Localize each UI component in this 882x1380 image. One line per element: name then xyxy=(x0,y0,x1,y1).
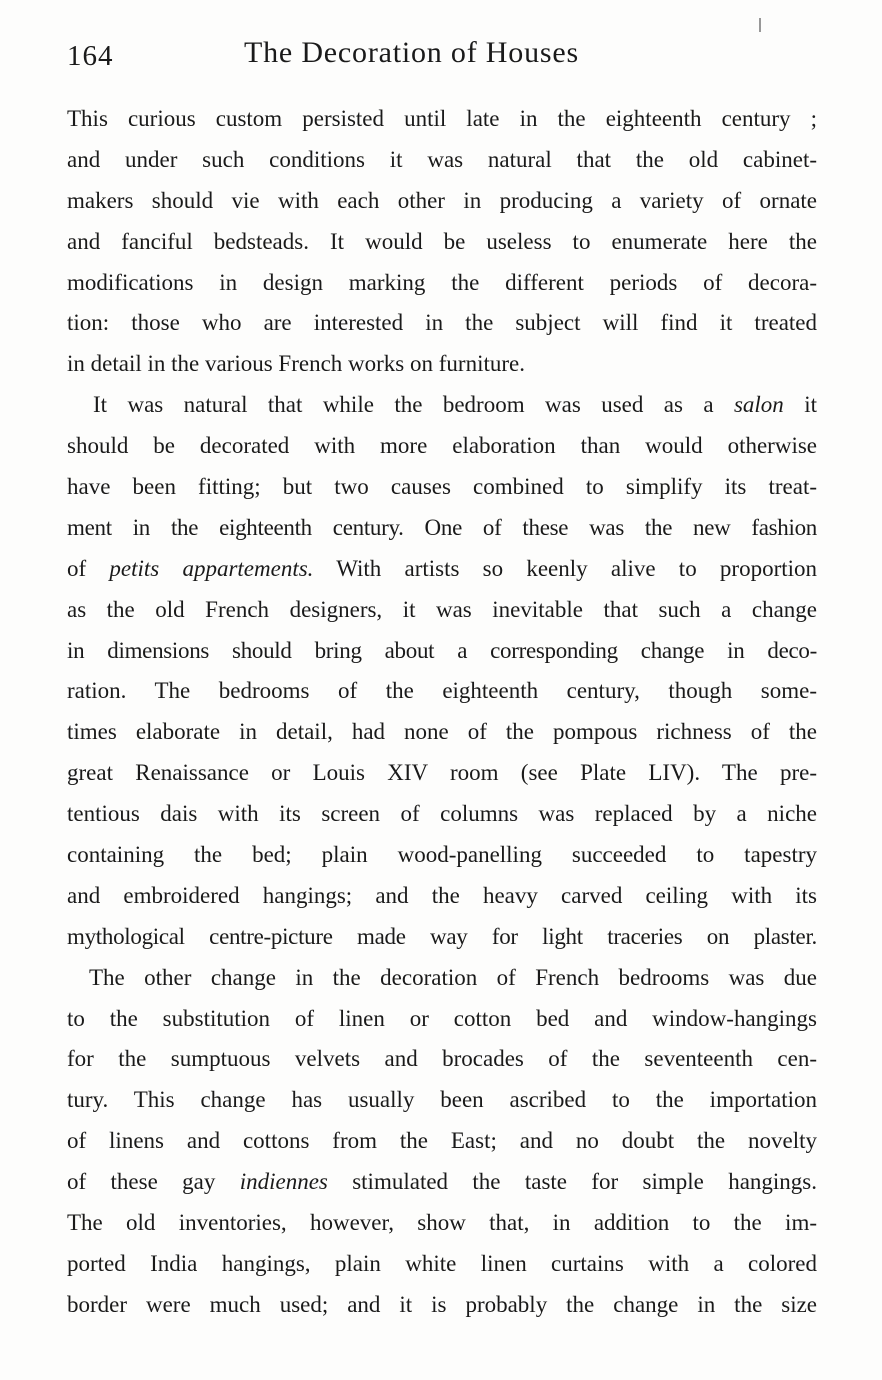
text-line: tury. This change has usually been ascribed to the importation xyxy=(67,1087,817,1113)
italic-run: indiennes xyxy=(239,1169,328,1195)
text-line: times elaborate in detail, had none of the pompous richness of the xyxy=(67,719,817,745)
text-line xyxy=(67,385,817,426)
text-run: It was natural that while the bedroom was used as a xyxy=(93,392,714,418)
text-run: stimulated the taste for simple hangings. xyxy=(352,1169,817,1195)
text-line: and fanciful bedsteads. It would be useless to enumerate here the xyxy=(67,228,817,254)
text-line: great Renaissance or Louis XIV room (see Plate LIV). The pre- xyxy=(67,760,817,786)
text-line: should be decorated with more elaboration than would otherwise xyxy=(67,433,817,459)
text-line: containing the bed; plain wood-panelling succeeded to tapestry xyxy=(67,842,817,868)
text-line xyxy=(67,1162,817,1203)
text-run: it xyxy=(804,392,817,418)
text-line: tentious dais with its screen of columns was replaced by a niche xyxy=(67,801,817,827)
italic-run: petits appartements. xyxy=(109,555,314,581)
text-line: ration. The bedrooms of the eighteenth century, though some- xyxy=(67,678,817,704)
text-run: of xyxy=(67,555,87,581)
text-line: The other change in the decoration of French bedrooms was due xyxy=(89,964,817,990)
text-run: of these gay xyxy=(67,1169,216,1195)
text-line: in dimensions should bring about a corresponding change in deco- xyxy=(67,637,817,663)
text-line: to the substitution of linen or cotton bed and window-hangings xyxy=(67,1005,817,1031)
running-head xyxy=(67,34,817,74)
text-line: of linens and cottons from the East; and no doubt the novelty xyxy=(67,1128,817,1154)
text-line: have been fitting; but two causes combined to simplify its treat- xyxy=(67,474,817,500)
text-run: With artists so keenly alive to proportion xyxy=(336,555,817,581)
text-line: for the sumptuous velvets and brocades of the seventeenth cen- xyxy=(67,1046,817,1072)
italic-run: salon xyxy=(733,392,784,418)
text-line: mythological centre-picture made way for light traceries on plaster. xyxy=(67,923,817,949)
running-title: The Decoration of Houses xyxy=(244,36,579,69)
text-line: border were much used; and it is probably the change in the size xyxy=(67,1291,817,1317)
text-line: makers should vie with each other in producing a variety of ornate xyxy=(67,187,817,213)
page-speck xyxy=(759,18,761,32)
body-text xyxy=(67,99,817,1326)
text-line xyxy=(67,549,817,590)
text-line: tion: those who are interested in the subject will find it treated xyxy=(67,310,817,336)
text-line: modifications in design marking the different periods of decora- xyxy=(67,269,817,295)
text-line: The old inventories, however, show that, in addition to the im- xyxy=(67,1210,817,1236)
text-line: and under such conditions it was natural that the old cabinet- xyxy=(67,146,817,172)
page-number: 164 xyxy=(67,40,114,72)
text-line: This curious custom persisted until late in the eighteenth century ; xyxy=(67,106,817,131)
text-line: ment in the eighteenth century. One of these was the new fashion xyxy=(67,514,817,540)
text-line: in detail in the various French works on furniture. xyxy=(67,351,525,377)
text-line: ported India hangings, plain white linen curtains with a colored xyxy=(67,1250,817,1276)
text-line: and embroidered hangings; and the heavy carved ceiling with its xyxy=(67,882,817,908)
text-line: as the old French designers, it was inevitable that such a change xyxy=(67,596,817,622)
